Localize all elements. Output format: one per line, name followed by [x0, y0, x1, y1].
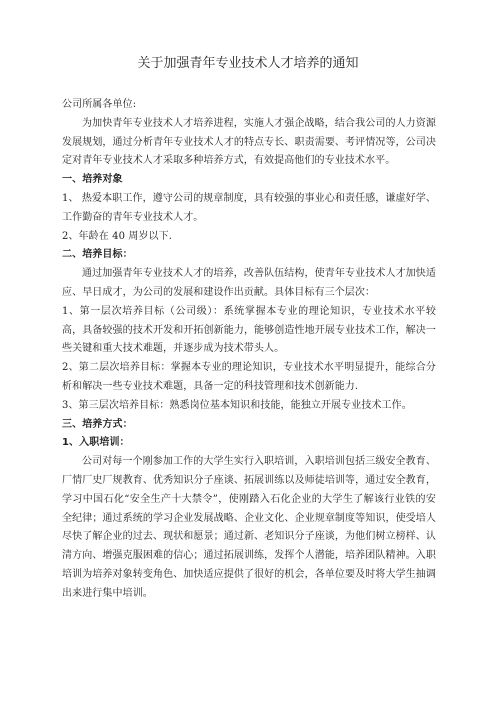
salutation: 公司所属各单位: — [62, 99, 137, 110]
section-2-intro: 通过加强青年专业技术人才的培养，改善队伍结构，使青年专业技术人才加快适应、早日成才，为公司的发展和建设作出贡献。具体目标有三个层次： — [62, 268, 436, 298]
intro-paragraph: 为加快青年专业技术人才培养进程，实施人才强企战略，结合我公司的人力资源发展规划，通过分析青年专业技术人才的特点专长、职责需要、考评情况等，公司决定对青年专业技术人才采取多种培养方式，有效提高他们的专业技术水平。 — [62, 117, 436, 167]
section-3-paragraph: 公司对每一个刚参加工作的大学生实行入职培训，入职培训包括三级安全教育、厂情厂史厂规教育、优秀知识分子座谈、拓展训练以及师徒培训等，通过安全教育，学习中国石化“安全生产十大禁令”，使刚踏入石化企业的大学生了解该行业铁的安全纪律；通过系统的学习企业发展战略、企业文化、企业规章制度等知识，使受培人尽快了解企业的过去、现状和愿景；通过新、老知识分子座谈，为他们树立榜样、认清方向、增强克服困难的信心；通过拓展训练，发挥个人潜能，培养团队精神。入职培训为培养对象转变角色、加快适应提供了很好的机会，各单位要及时将大学生抽调出来进行集中培训。 — [62, 456, 436, 599]
section-3-heading: 三、培养方式： — [62, 418, 133, 430]
section-2-item: 1、第一层次培养目标（公司级）：系统掌握本专业的理论知识，专业技术水平较高，具备较强的技术开发和开拓创新能力，能够创造性地开展专业技术工作，解决一些关键和重大技术难题，并逐步成为技术带头人。 — [62, 305, 436, 355]
section-1-item: 2、年龄在 40 周岁以下. — [62, 230, 173, 242]
section-1-heading: 一、培养对象 — [62, 174, 123, 186]
section-2-heading: 二、培养目标： — [62, 249, 133, 261]
section-2-item: 3、第三层次培养目标：熟悉岗位基本知识和技能，能独立开展专业技术工作。 — [62, 399, 412, 411]
section-1-item: 1、 热爱本职工作，遵守公司的规章制度，具有较强的事业心和责任感，谦虚好学、工作勤奋的青年专业技术人才。 — [62, 192, 436, 223]
document-body — [62, 96, 436, 604]
section-3-subheading: 1、入职培训： — [62, 437, 130, 449]
section-2-item: 2、第二层次培养目标：掌握本专业的理论知识，专业技术水平明显提升，能综合分析和解决一些专业技术难题，具备一定的科技管理和技术创新能力. — [62, 362, 436, 392]
document-title: 关于加强青年专业技术人才培养的通知 — [137, 56, 359, 71]
